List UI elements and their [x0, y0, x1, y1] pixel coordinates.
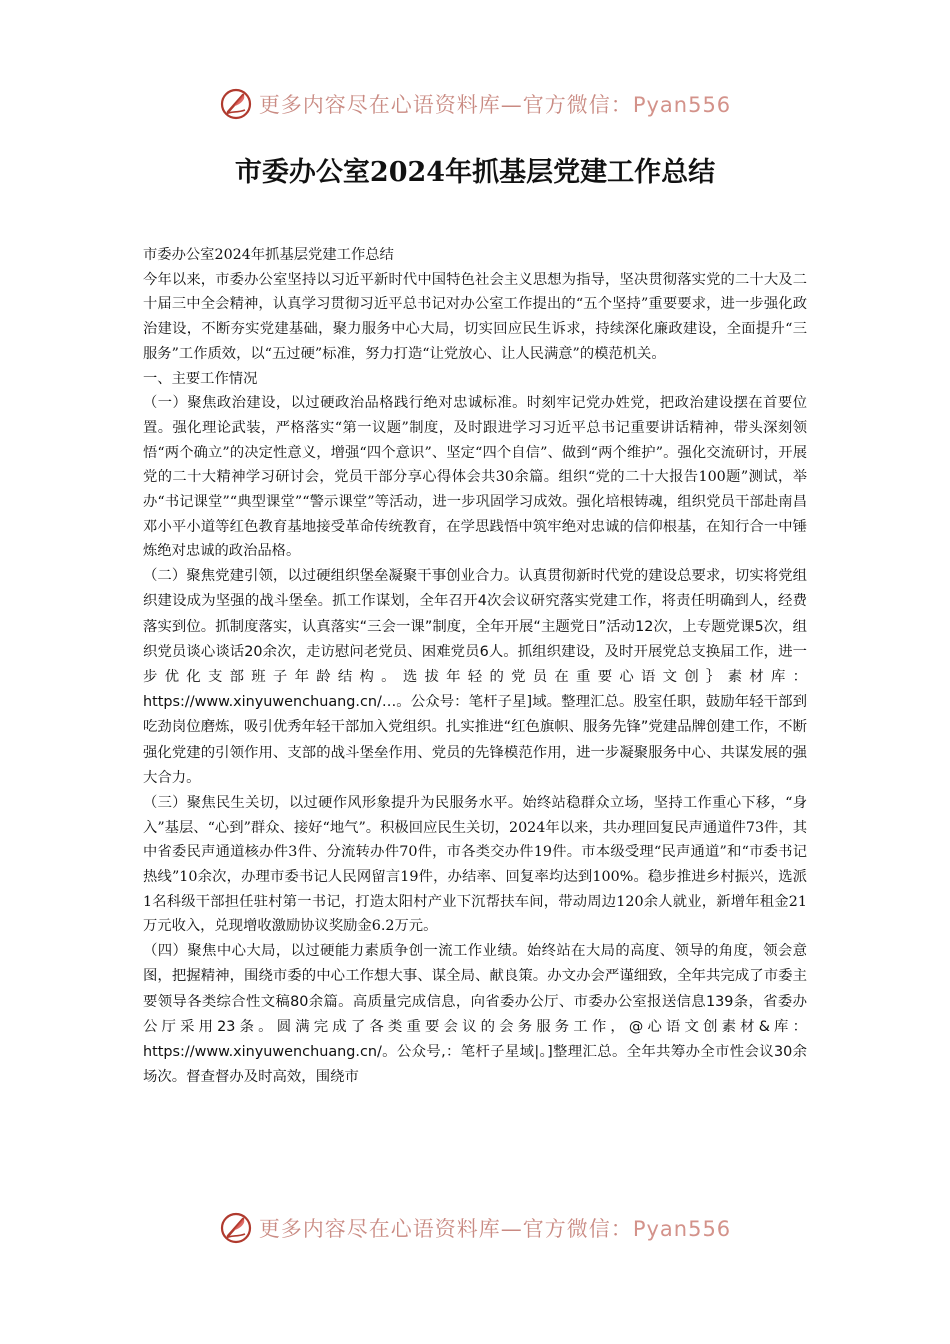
document-body	[143, 243, 807, 1090]
quill-logo-icon	[219, 1211, 253, 1245]
watermark-text: 更多内容尽在心语资料库—官方微信：Pyan556	[258, 93, 732, 117]
watermark-footer	[0, 1208, 950, 1248]
quill-logo-icon	[219, 87, 253, 121]
intro-paragraph: 今年以来，市委办公室坚持以习近平新时代中国特色社会主义思想为指导，坚决贯彻落实党的二十大及二十届三中全会精神，认真学习贯彻习近平总书记对办公室工作提出的“五个坚持”重要要求，进一步强化政治建设，不断夯实党建基础，聚力服务中心大局，切实回应民生诉求，持续深化廉政建设，全面提升“三服务”工作质效，以“五过硬”标准，努力打造“让党放心、让人民满意”的模范机关。	[143, 271, 807, 362]
paragraph-central-work: （四）聚焦中心大局，以过硬能力素质争创一流工作业绩。始终站在大局的高度、领导的角度，领会意图，把握精神，围绕市委的中心工作想大事、谋全局、献良策。办文办会严谨细致，全年共完成了市委主要领导各类综合性文稿80余篇。高质量完成信息，向省委办公厅、市委办公室报送信息139条，省委办公厅采用23条。圆满完成了各类重要会议的会务服务工作，@心语文创素材&库：https://www.xinyuwenchuang.cn/。公众号,：笔杆子星域|。]整理汇总。全年共筹办全市性会议30余场次。督查督办及时高效，围绕市	[143, 943, 807, 1086]
paragraph-party-building: （二）聚焦党建引领，以过硬组织堡垒凝聚干事创业合力。认真贯彻新时代党的建设总要求，切实将党组织建设成为坚强的战斗堡垒。抓工作谋划，全年召开4次会议研究落实党建工作，将责任明确到人，经费落实到位。抓制度落实，认真落实“三会一课”制度，全年开展“主题党日”活动12次，上专题党课5次，组织党员谈心谈话20余次，走访慰问老党员、困难党员6人。抓组织建设，及时开展党总支换届工作，进一步优化支部班子年龄结构。选拔年轻的党员在重要心语文创｝素材库：https://www.xinyuwenchuang.cn/…。公众号：笔杆子星]域。整理汇总。股室任职，鼓励年轻干部到吃劲岗位磨炼，吸引优秀年轻干部加入党组织。扎实推进“红色旗帜、服务先锋”党建品牌创建工作，不断强化党建的引领作用、支部的战斗堡垒作用、党员的先锋模范作用，进一步凝聚服务中心、共谋发展的强大合力。	[143, 568, 807, 786]
watermark-text: 更多内容尽在心语资料库—官方微信：Pyan556	[258, 1217, 732, 1241]
watermark-header	[0, 84, 950, 124]
document-title: 市委办公室2024年抓基层党建工作总结	[234, 157, 716, 188]
paragraph-livelihood: （三）聚焦民生关切，以过硬作风形象提升为民服务水平。始终站稳群众立场，坚持工作重心下移，“身入”基层、“心到”群众、接好“地气”。积极回应民生关切，2024年以来，共办理回复民声通道件73件，其中省委民声通道核办件3件、分流转办件70件，市各类交办件19件。市本级受理“民声通道”和“市委书记热线”10余次，办理市委书记人民网留言19件，办结率、回复率均达到100%。稳步推进乡村振兴，选派1名科级干部担任驻村第一书记，打造太阳村产业下沉帮扶车间，带动周边120余人就业，新增年租金21万元收入，兑现增收激励协议奖励金6.2万元。	[143, 794, 807, 935]
doc-subtitle: 市委办公室2024年抓基层党建工作总结	[143, 247, 394, 263]
section-heading: 一、主要工作情况	[143, 370, 258, 387]
paragraph-political: （一）聚焦政治建设，以过硬政治品格践行绝对忠诚标准。时刻牢记党办姓党，把政治建设摆在首要位置。强化理论武装，严格落实“第一议题”制度，及时跟进学习习近平总书记重要讲话精神，带头深刻领悟“两个确立”的决定性意义，增强“四个意识”、坚定“四个自信”、做到“两个维护”。强化交流研讨，开展党的二十大精神学习研讨会，党员干部分享心得体会共30余篇。组织“党的二十大报告100题”测试，举办“书记课堂”“典型课堂”“警示课堂”等活动，进一步巩固学习成效。强化培根铸魂，组织党员干部赴南昌邓小平小道等红色教育基地接受革命传统教育，在学思践悟中筑牢绝对忠诚的信仰根基，在知行合一中锤炼绝对忠诚的政治品格。	[143, 395, 807, 560]
